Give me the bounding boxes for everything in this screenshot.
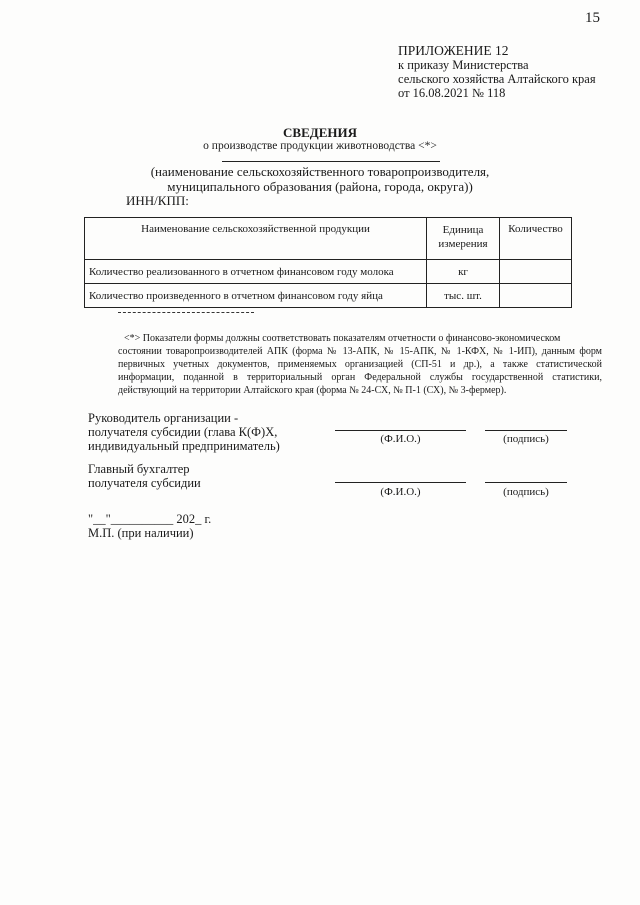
head-label-line-3: индивидуальный предприниматель) bbox=[88, 439, 280, 453]
page-number: 15 bbox=[585, 10, 600, 26]
footnote-first-line bbox=[118, 332, 602, 345]
accountant-sign-caption: (подпись) bbox=[503, 486, 549, 498]
head-label-line-1: Руководитель организации - bbox=[88, 411, 239, 425]
accountant-signature-label bbox=[88, 462, 201, 490]
head-signature-label bbox=[88, 411, 280, 453]
appendix-line-3: от 16.08.2021 № 118 bbox=[398, 86, 506, 100]
accountant-label-line-1: Главный бухгалтер bbox=[88, 462, 190, 476]
table-row bbox=[85, 260, 572, 284]
head-label-line-2: получателя субсидии (глава К(Ф)Х, bbox=[88, 425, 278, 439]
table-header-row bbox=[85, 218, 572, 260]
footnote-first-text: <*> Показатели формы должны соответствовать показателям отчетности о финансово-экономическом bbox=[124, 333, 561, 344]
row-product-name: Количество реализованного в отчетном финансовом году молока bbox=[85, 260, 427, 284]
accountant-signature-field[interactable] bbox=[485, 482, 567, 483]
footnote-body: состоянии товаропроизводителей АПК (форма № 13-АПК, № 15-АПК, № 1-КФХ, № 1-ИП), данным форм первичных учетных документов, применяемых организацией (СП-51 и др.), а также статистической информации, поданной в территориальный орган Федеральной службы государственной статистики, действующий на территории Алтайского края (форма № 24-СХ, № П-1 (СХ), № 3-фермер). bbox=[118, 346, 602, 396]
appendix-title: ПРИЛОЖЕНИЕ 12 bbox=[398, 43, 509, 58]
producer-caption-line-1: (наименование сельскохозяйственного товаропроизводителя, bbox=[150, 164, 490, 179]
header-product-name: Наименование сельскохозяйственной продукции bbox=[85, 218, 427, 260]
head-fio-caption: (Ф.И.О.) bbox=[380, 433, 421, 445]
row-quantity-cell[interactable] bbox=[500, 260, 572, 284]
head-fio-field[interactable] bbox=[335, 430, 466, 431]
producer-name-field[interactable] bbox=[222, 161, 440, 162]
document-subheading: о производстве продукции животноводства <*> bbox=[203, 140, 437, 152]
inn-kpp-label: ИНН/КПП: bbox=[126, 193, 189, 208]
head-signature-field[interactable] bbox=[485, 430, 567, 431]
document-heading: СВЕДЕНИЯ bbox=[283, 125, 357, 140]
producer-caption-line-2: муниципального образования (района, города, округа)) bbox=[167, 179, 473, 194]
appendix-block bbox=[398, 44, 596, 100]
header-unit-line-2: измерения bbox=[438, 238, 488, 250]
appendix-line-1: к приказу Министерства bbox=[398, 58, 529, 72]
footnote-separator bbox=[118, 312, 254, 313]
date-field[interactable]: "__"__________ 202_ г. bbox=[88, 512, 212, 526]
accountant-fio-field[interactable] bbox=[335, 482, 466, 483]
accountant-label-line-2: получателя субсидии bbox=[88, 476, 201, 490]
header-unit-line-1: Единица bbox=[442, 224, 484, 236]
stamp-label: М.П. (при наличии) bbox=[88, 526, 194, 540]
accountant-fio-caption: (Ф.И.О.) bbox=[380, 486, 421, 498]
row-product-name: Количество произведенного в отчетном финансовом году яйца bbox=[85, 284, 427, 308]
production-table bbox=[84, 217, 572, 308]
header-unit bbox=[427, 218, 500, 260]
table-row bbox=[85, 284, 572, 308]
appendix-line-2: сельского хозяйства Алтайского края bbox=[398, 72, 596, 86]
row-unit: тыс. шт. bbox=[427, 284, 500, 308]
header-quantity: Количество bbox=[500, 218, 572, 260]
head-sign-caption: (подпись) bbox=[503, 433, 549, 445]
row-unit: кг bbox=[427, 260, 500, 284]
row-quantity-cell[interactable] bbox=[500, 284, 572, 308]
producer-caption bbox=[0, 164, 640, 194]
